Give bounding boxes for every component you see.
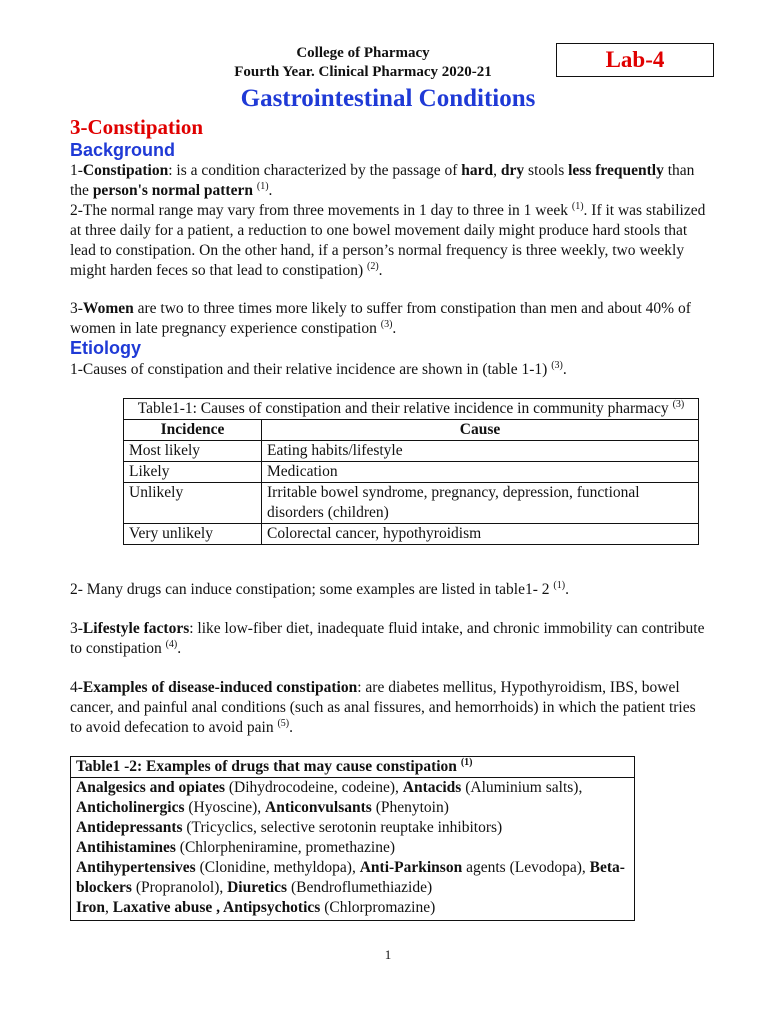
table-cell: Unlikely	[124, 483, 262, 524]
course-line: Fourth Year. Clinical Pharmacy 2020-21	[234, 64, 492, 80]
table-cell: Colorectal cancer, hypothyroidism	[262, 524, 699, 545]
etiology-paragraph-4: 4-Examples of disease-induced constipation: are diabetes mellitus, Hypothyroidism, IBS, bowel cancer, and painful anal conditions (such as anal fissures, and hemorrhoids) in which the patient tries to avoid defecation to avoid pain $^{(5)}$.	[70, 679, 696, 736]
table-row	[124, 483, 699, 524]
table-row	[124, 462, 699, 483]
drug-class: Diuretics	[227, 879, 288, 896]
etiology-paragraph-2: 2- Many drugs can induce constipation; some examples are listed in table1- 2 $^{(1)}$.	[70, 579, 569, 598]
drugs-table	[70, 756, 635, 921]
drug-class: Antidepressants	[76, 819, 183, 836]
drugs-table-body: Analgesics and opiates (Dihydrocodeine, codeine), Antacids (Aluminium salts), Anticholinergics (Hyoscine), Anticonvulsants (Phenytoin) Antidepressants (Tricyclics, selective serotonin reuptake inhibitors) Antihistamines (Chlorpheniramine, promethazine) Antihypertensives (Clonidine, methyldopa), Anti-Parkinson agents (Levodopa), Beta-blockers (Propranolol), Diuretics (Bendroflumethiazide) Iron, Laxative abuse , Antipsychotics (Chlorpromazine)	[76, 779, 625, 916]
background-paragraph-3: 3-Women are two to three times more likely to suffer from constipation than men and about 40% of women in late pregnancy experience constipation $^{(3)}$.	[70, 300, 691, 337]
etiology-paragraph-3: 3-Lifestyle factors: like low-fiber diet, inadequate fluid intake, and chronic immobility can contribute to constipation $^{(4)}$.	[70, 620, 705, 657]
drug-class: Beta-blockers	[76, 859, 625, 896]
drugs-table-caption: Table1 -2: Examples of drugs that may cause constipation $^{(1)}$	[71, 757, 634, 778]
incidence-table	[123, 398, 699, 545]
drug-class: Antacids	[402, 779, 462, 796]
table-cell: Most likely	[124, 441, 262, 462]
drug-class: Anti-Parkinson	[359, 859, 463, 876]
background-heading: Background	[70, 140, 176, 160]
table-cell: Very unlikely	[124, 524, 262, 545]
section-heading: 3-Constipation	[70, 115, 204, 139]
drug-class: Anticholinergics	[76, 799, 185, 816]
drug-class: Antihypertensives	[76, 859, 196, 876]
etiology-heading: Etiology	[70, 338, 141, 358]
drug-class: Analgesics and opiates	[76, 779, 225, 796]
page-title: Gastrointestinal Conditions	[240, 85, 536, 112]
table-cell: Likely	[124, 462, 262, 483]
table-header: Cause	[262, 420, 699, 441]
college-name: College of Pharmacy	[296, 45, 430, 61]
page-number: 1	[384, 947, 392, 962]
drug-class: Iron	[76, 899, 106, 916]
etiology-paragraph-1: 1-Causes of constipation and their relative incidence are shown in (table 1-1) $^{(3)}$.	[70, 359, 567, 378]
table-header: Incidence	[124, 420, 262, 441]
background-paragraph-2: 2-The normal range may vary from three movements in 1 day to three in 1 week $^{(1)}$. If it was stabilized at three daily for a patient, a reduction to one bowel movement daily might produce hard stools that lead to constipation. On the other hand, if a person’s normal frequency is three weekly, two weekly might harden feces so that lead to constipation) $^{(2)}$.	[70, 200, 706, 279]
drug-class: Laxative abuse , Antipsychotics	[112, 899, 321, 916]
table-cell: Irritable bowel syndrome, pregnancy, depression, functional disorders (children)	[262, 483, 699, 524]
table-caption: Table1-1: Causes of constipation and their relative incidence in community pharmacy $^{(3)}$	[124, 399, 699, 420]
background-paragraph-1: 1-Constipation: is a condition characterized by the passage of hard, dry stools less frequently than the person's normal pattern $^{(1)}$.	[70, 162, 695, 199]
drug-class: Anticonvulsants	[265, 799, 372, 816]
table-cell: Medication	[262, 462, 699, 483]
lab-badge: Lab-4	[556, 43, 714, 77]
table-row	[124, 441, 699, 462]
table-row	[124, 524, 699, 545]
table-cell: Eating habits/lifestyle	[262, 441, 699, 462]
drug-class: Antihistamines	[76, 839, 176, 856]
